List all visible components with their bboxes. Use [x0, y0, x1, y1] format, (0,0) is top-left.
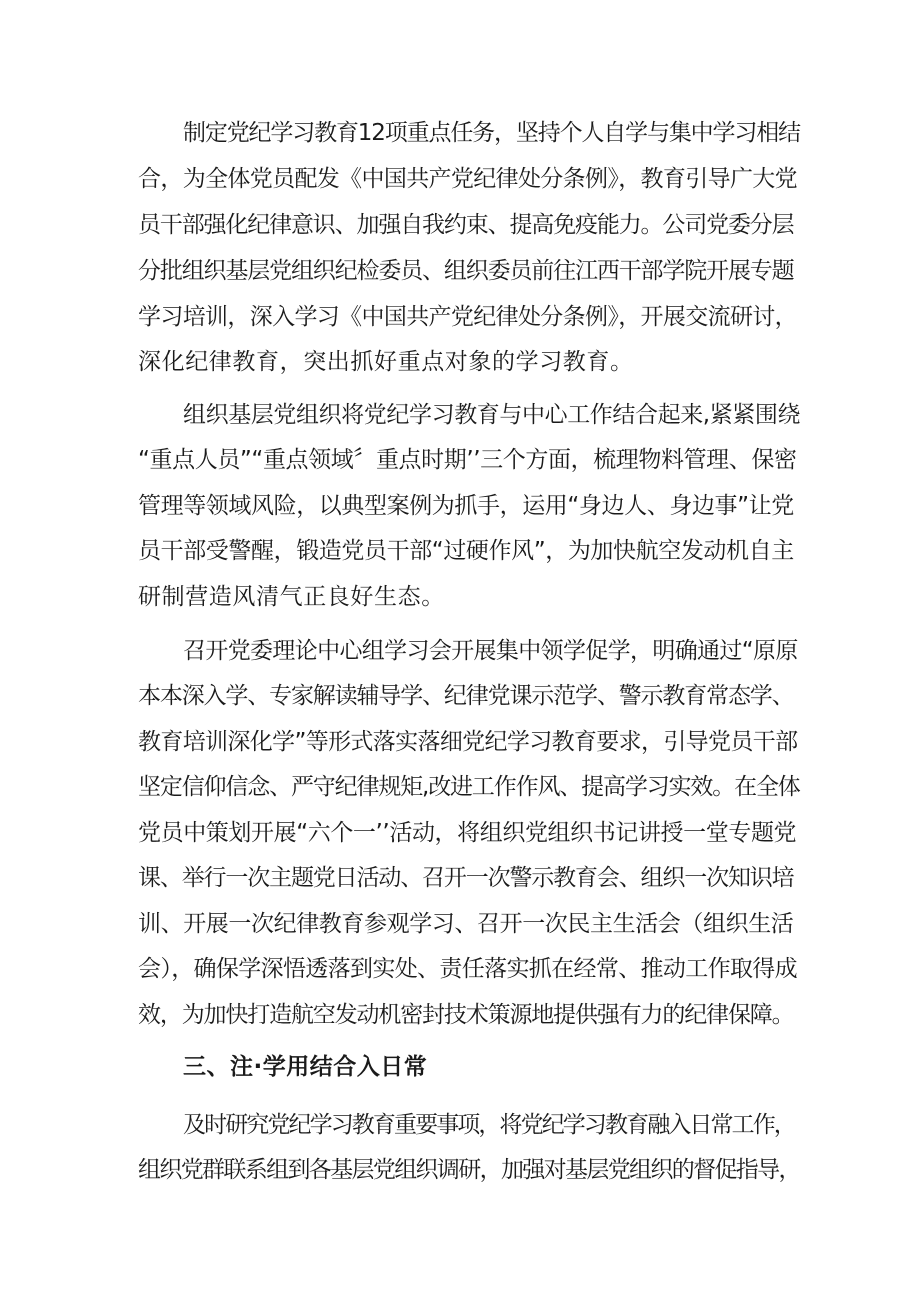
text-line: 合，为全体党员配发《中国共产党纪律处分条例》，教育引导广大党	[138, 166, 798, 192]
text-line: 坚定信仰信念、严守纪律规矩,改进工作作风、提高学习实效。在全体	[138, 774, 800, 800]
text-line: 分批组织基层党组织纪检委员、组织委员前往江西干部学院开展专题	[138, 258, 794, 284]
text-line: 训、开展一次纪律教育参观学习、召开一次民主生活会（组织生活	[138, 911, 794, 937]
text-line: 课、举行一次主题党日活动、召开一次警示教育会、组织一次知识培	[138, 865, 794, 891]
text-line: 会），确保学深悟透落到实处、责任落实抓在经常、推动工作取得成	[138, 956, 798, 982]
text-line: 本本深入学、专家解读辅导学、纪律党课示范学、警示教育常态学、	[138, 683, 794, 709]
text-line: 员干部强化纪律意识、加强自我约束、提高免疫能力。公司党委分层	[138, 212, 794, 238]
text-line: 效，为加快打造航空发动机密封技术策源地提供强有力的纪律保障。	[138, 1002, 794, 1028]
text-line: 制定党纪学习教育12项重点任务，坚持个人自学与集中学习相结	[183, 120, 800, 146]
text-line: 及时研究党纪学习教育重要事项，将党纪学习教育融入日常工作，	[183, 1112, 795, 1138]
text-line: 员干部受警醒，锻造党员干部“过硬作风”，为加快航空发动机自主	[138, 538, 794, 564]
text-line: “重点人员”“重点领域〞重点时期’’三个方面，梳理物料管理、保密	[138, 447, 797, 473]
section-heading: 三、注·学用结合入日常	[183, 1054, 428, 1080]
text-line: 组织党群联系组到各基层党组织调研，加强对基层党组织的督促指导，	[138, 1157, 800, 1183]
text-line: 研制营造风清气正良好生态。	[138, 584, 445, 610]
text-line: 学习培训，深入学习《中国共产党纪律处分条例》，开展交流研讨，	[138, 304, 798, 330]
text-line: 管理等领域风险，以典型案例为抓手，运用“身边人、身边事”让党	[138, 493, 794, 519]
text-line: 组织基层党组织将党纪学习教育与中心工作结合起来,紧紧围绕	[183, 402, 801, 428]
text-line: 深化纪律教育，突出抓好重点对象的学习教育。	[138, 349, 634, 375]
text-line: 教育培训深化学”等形式落实落细党纪学习教育要求，引导党员干部	[138, 729, 798, 755]
text-line: 召开党委理论中心组学习会开展集中领学促学，明确通过“原原	[183, 638, 798, 664]
text-line: 党员中策划开展“六个一’’活动，将组织党组织书记讲授一堂专题党	[138, 820, 797, 846]
